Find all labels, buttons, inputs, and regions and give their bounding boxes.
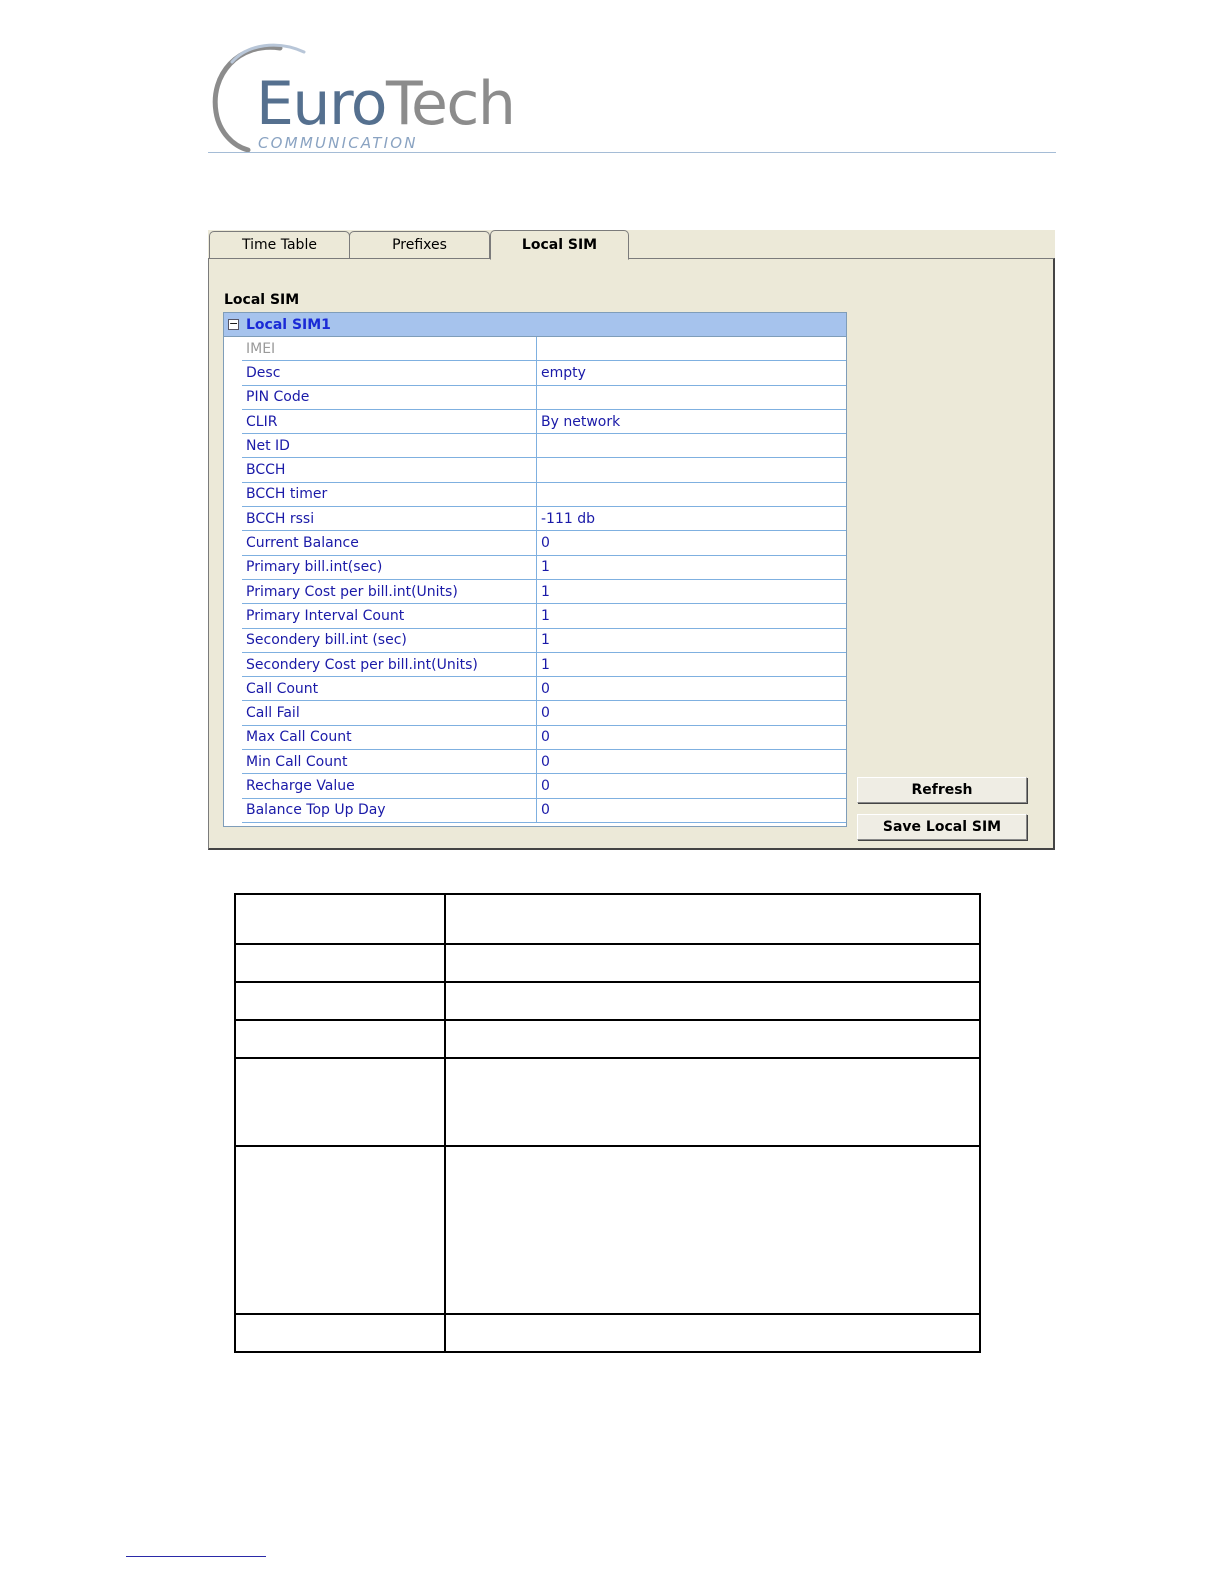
table-cell (445, 944, 980, 982)
property-name: Min Call Count (242, 750, 537, 773)
table-row (235, 944, 980, 982)
property-value[interactable] (537, 458, 846, 481)
property-row[interactable] (242, 386, 846, 410)
property-row[interactable] (242, 799, 846, 823)
local-sim-panel (208, 258, 1055, 850)
property-value[interactable]: 1 (541, 583, 550, 600)
table-cell (445, 1020, 980, 1058)
property-name: Primary Cost per bill.int(Units) (242, 580, 537, 603)
property-row[interactable] (242, 556, 846, 580)
table-cell (235, 982, 445, 1020)
property-name: Net ID (242, 434, 537, 457)
property-value[interactable]: 1 (541, 607, 550, 624)
property-value[interactable]: 1 (541, 656, 550, 673)
property-value[interactable] (537, 483, 846, 506)
property-name: Secondery Cost per bill.int(Units) (242, 653, 537, 676)
table-cell (235, 1020, 445, 1058)
logo-euro: Euro (256, 69, 386, 139)
description-table (234, 893, 981, 1353)
property-name: Primary bill.int(sec) (242, 556, 537, 579)
table-row (235, 894, 980, 944)
property-value[interactable]: empty (541, 364, 586, 381)
property-row[interactable] (242, 774, 846, 798)
property-name: Secondery bill.int (sec) (242, 629, 537, 652)
table-cell (445, 982, 980, 1020)
property-row[interactable] (242, 701, 846, 725)
table-cell (235, 1314, 445, 1352)
group-title: Local SIM1 (246, 316, 331, 333)
property-row[interactable] (242, 677, 846, 701)
property-name: Primary Interval Count (242, 604, 537, 627)
property-value[interactable]: 0 (541, 777, 550, 794)
property-value[interactable] (537, 386, 846, 409)
property-row[interactable] (242, 750, 846, 774)
property-name: Call Count (242, 677, 537, 700)
logo-tech: Tech (386, 69, 515, 139)
table-cell (235, 894, 445, 944)
property-name: BCCH rssi (242, 507, 537, 530)
property-row[interactable] (242, 726, 846, 750)
property-name: CLIR (242, 410, 537, 433)
save-local-sim-button[interactable]: Save Local SIM (857, 814, 1027, 840)
table-cell (445, 1058, 980, 1146)
collapse-icon[interactable]: − (229, 317, 239, 330)
property-name: Balance Top Up Day (242, 799, 537, 822)
property-value[interactable]: -111 db (541, 510, 595, 527)
property-value[interactable]: 0 (541, 802, 550, 819)
table-row (235, 1146, 980, 1314)
local-sim-window (208, 230, 1055, 850)
table-cell (445, 894, 980, 944)
property-grid (223, 312, 847, 827)
property-row[interactable] (242, 580, 846, 604)
tab-local-sim[interactable]: Local SIM (490, 230, 629, 260)
property-row[interactable] (242, 653, 846, 677)
property-value[interactable]: 0 (541, 705, 550, 722)
property-row[interactable] (242, 361, 846, 385)
property-name: Current Balance (242, 531, 537, 554)
property-row[interactable] (242, 531, 846, 555)
table-row (235, 1058, 980, 1146)
group-header-local-sim1[interactable] (224, 313, 846, 337)
property-row[interactable] (242, 507, 846, 531)
property-name: Max Call Count (242, 726, 537, 749)
property-row[interactable] (242, 604, 846, 628)
property-name: Desc (242, 361, 537, 384)
table-row (235, 982, 980, 1020)
property-value[interactable]: 0 (541, 680, 550, 697)
logo-subtitle: COMMUNICATION (258, 134, 418, 152)
property-rows (224, 337, 846, 823)
property-name: PIN Code (242, 386, 537, 409)
table-cell (235, 1146, 445, 1314)
property-value[interactable] (537, 337, 846, 360)
property-row[interactable] (242, 337, 846, 361)
eurotech-logo (208, 40, 515, 155)
table-cell (445, 1314, 980, 1352)
table-cell (235, 1058, 445, 1146)
tab-prefixes[interactable]: Prefixes (349, 231, 490, 258)
property-value[interactable]: By network (541, 413, 621, 430)
property-value[interactable]: 1 (541, 559, 550, 576)
property-row[interactable] (242, 629, 846, 653)
table-row (235, 1314, 980, 1352)
table-cell (235, 944, 445, 982)
property-name: BCCH (242, 458, 537, 481)
footer-link-underline (126, 1556, 266, 1557)
section-title: Local SIM (224, 292, 300, 308)
property-value[interactable]: 0 (541, 753, 550, 770)
property-row[interactable] (242, 458, 846, 482)
refresh-button[interactable]: Refresh (857, 777, 1027, 803)
property-name: IMEI (242, 337, 537, 360)
property-name: Recharge Value (242, 774, 537, 797)
property-value[interactable]: 0 (541, 535, 550, 552)
logo-wordmark (256, 69, 515, 139)
table-row (235, 1020, 980, 1058)
property-value[interactable]: 1 (541, 632, 550, 649)
header-divider (208, 152, 1056, 153)
property-row[interactable] (242, 434, 846, 458)
table-cell (445, 1146, 980, 1314)
property-value[interactable]: 0 (541, 729, 550, 746)
property-name: Call Fail (242, 701, 537, 724)
property-row[interactable] (242, 483, 846, 507)
tab-time-table[interactable]: Time Table (209, 231, 350, 258)
property-name: BCCH timer (242, 483, 537, 506)
property-value[interactable] (537, 434, 846, 457)
property-row[interactable] (242, 410, 846, 434)
